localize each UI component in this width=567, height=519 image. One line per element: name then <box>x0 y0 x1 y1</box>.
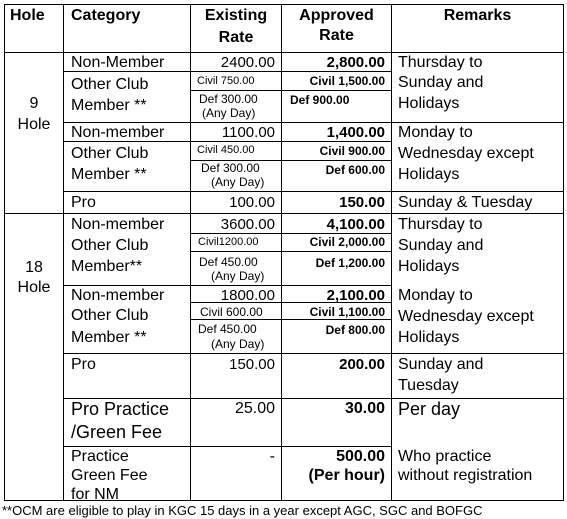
remarks-cell: Sunday and <box>398 74 484 91</box>
existing-rate-cell: (Any Day) <box>211 269 265 283</box>
approved-rate-cell: (Per hour) <box>308 467 385 484</box>
category-cell: Non-Member <box>71 54 165 71</box>
row-divider <box>63 353 564 354</box>
remarks-cell: Who practice <box>398 448 492 465</box>
existing-rate-cell: 25.00 <box>234 400 275 417</box>
hole-18-label: 18 <box>25 259 43 276</box>
existing-rate-cell: 2400.00 <box>220 54 275 71</box>
hole-9-label: Hole <box>17 116 51 133</box>
approved-rate-cell: Def 600.00 <box>325 163 385 177</box>
row-divider <box>63 446 391 447</box>
existing-rate-cell: Def 300.00 <box>199 92 258 106</box>
rates-table <box>4 4 564 501</box>
remarks-cell: Thursday to <box>398 216 483 233</box>
existing-rate-cell: Civil 450.00 <box>197 144 255 156</box>
category-cell: Practice <box>71 448 129 465</box>
category-cell: Non-member <box>71 287 165 304</box>
approved-rate-cell: Def 1,200.00 <box>315 256 385 270</box>
header-hole: Hole <box>10 7 45 24</box>
remarks-cell: Holidays <box>398 258 460 275</box>
category-cell: Member ** <box>71 166 147 183</box>
header-approved-rate: Rate <box>319 27 354 44</box>
approved-rate-cell: Civil 1,500.00 <box>309 74 385 88</box>
existing-rate-cell: Def 300.00 <box>201 161 260 175</box>
row-divider <box>63 141 391 142</box>
remarks-cell: Wednesday except <box>398 145 534 162</box>
row-divider <box>190 251 391 252</box>
header-existing: Existing <box>204 7 268 24</box>
row-divider <box>63 122 564 123</box>
remarks-cell: Per day <box>398 399 461 419</box>
row-divider <box>190 233 391 234</box>
existing-rate-cell: Civil1200.00 <box>198 236 259 248</box>
row-divider <box>63 191 564 192</box>
category-cell: Other Club <box>71 76 149 93</box>
header-remarks: Remarks <box>443 7 512 24</box>
col-divider <box>190 4 191 501</box>
approved-rate-cell: 4,100.00 <box>326 216 385 233</box>
existing-rate-cell: Civil 600.00 <box>200 305 263 319</box>
category-cell: /Green Fee <box>71 422 163 442</box>
hole-18-label: Hole <box>17 279 51 296</box>
header-existing-rate: Rate <box>218 29 254 46</box>
remarks-cell: Monday to <box>398 124 473 141</box>
approved-rate-cell: 30.00 <box>344 400 385 417</box>
category-cell: Other Club <box>71 237 149 254</box>
remarks-cell: Sunday and <box>398 237 484 254</box>
existing-rate-cell: 3600.00 <box>220 216 275 233</box>
approved-rate-cell: Civil 900.00 <box>319 144 385 158</box>
existing-rate-cell: Civil 750.00 <box>197 75 255 87</box>
table-border-right <box>563 4 564 501</box>
category-cell: Non-member <box>71 216 165 233</box>
existing-rate-cell: 150.00 <box>229 356 275 373</box>
col-divider <box>63 4 64 501</box>
table-border-left <box>4 4 5 501</box>
category-cell: Green Fee <box>71 467 148 484</box>
category-cell: Member ** <box>71 97 147 114</box>
existing-rate-cell: 1800.00 <box>220 287 275 304</box>
approved-rate-cell: 1,400.00 <box>326 124 385 141</box>
approved-rate-cell: 500.00 <box>336 448 385 465</box>
row-divider <box>190 90 391 91</box>
approved-rate-cell: Civil 2,000.00 <box>309 235 385 249</box>
remarks-cell: Holidays <box>398 166 460 183</box>
category-cell: Pro Practice <box>71 399 170 419</box>
row-divider <box>63 285 391 286</box>
remarks-cell: Tuesday <box>398 377 459 394</box>
existing-rate-cell: (Any Day) <box>202 106 256 120</box>
approved-rate-cell: 2,100.00 <box>326 287 385 304</box>
remarks-cell: Holidays <box>398 329 460 346</box>
row-divider <box>63 71 391 72</box>
existing-rate-cell: Def 450.00 <box>199 255 258 269</box>
remarks-cell: without registration <box>398 467 533 484</box>
remarks-cell: Wednesday except <box>398 308 534 325</box>
remarks-cell: Monday to <box>398 287 473 304</box>
row-divider <box>4 52 564 53</box>
hole-9-label: 9 <box>29 95 39 112</box>
remarks-cell: Sunday & Tuesday <box>398 194 533 211</box>
remarks-cell: Sunday and <box>398 356 484 373</box>
col-divider <box>391 4 392 501</box>
category-cell: Member ** <box>71 329 147 346</box>
category-cell: Pro <box>71 356 96 373</box>
remarks-cell: Holidays <box>398 95 460 112</box>
existing-rate-cell: 100.00 <box>229 194 275 211</box>
category-cell: Member** <box>71 258 143 275</box>
existing-rate-cell: (Any Day) <box>211 175 265 189</box>
footnote: **OCM are eligible to play in KGC 15 days in a year except AGC, SGC and BOFGC <box>2 503 483 518</box>
category-cell: for NM <box>71 486 119 503</box>
approved-rate-cell: 2,800.00 <box>326 54 385 71</box>
header-category: Category <box>71 7 141 24</box>
approved-rate-cell: Civil 1,100.00 <box>309 305 385 319</box>
row-divider <box>190 319 391 320</box>
existing-rate-cell: - <box>269 448 275 465</box>
row-divider <box>4 213 564 214</box>
existing-rate-cell: 1100.00 <box>221 124 275 141</box>
category-cell: Non-member <box>71 124 165 141</box>
header-approved: Approved <box>299 7 374 24</box>
category-cell: Other Club <box>71 307 149 324</box>
approved-rate-cell: 200.00 <box>339 356 385 373</box>
existing-rate-cell: Def 450.00 <box>198 322 257 336</box>
category-cell: Other Club <box>71 145 149 162</box>
category-cell: Pro <box>71 194 96 211</box>
remarks-cell: Thursday to <box>398 54 483 71</box>
existing-rate-cell: (Any Day) <box>211 337 265 351</box>
table-border-top <box>4 4 564 5</box>
approved-rate-cell: 150.00 <box>339 194 385 211</box>
approved-rate-cell: Def 900.00 <box>290 93 350 107</box>
approved-rate-cell: Def 800.00 <box>325 323 385 337</box>
